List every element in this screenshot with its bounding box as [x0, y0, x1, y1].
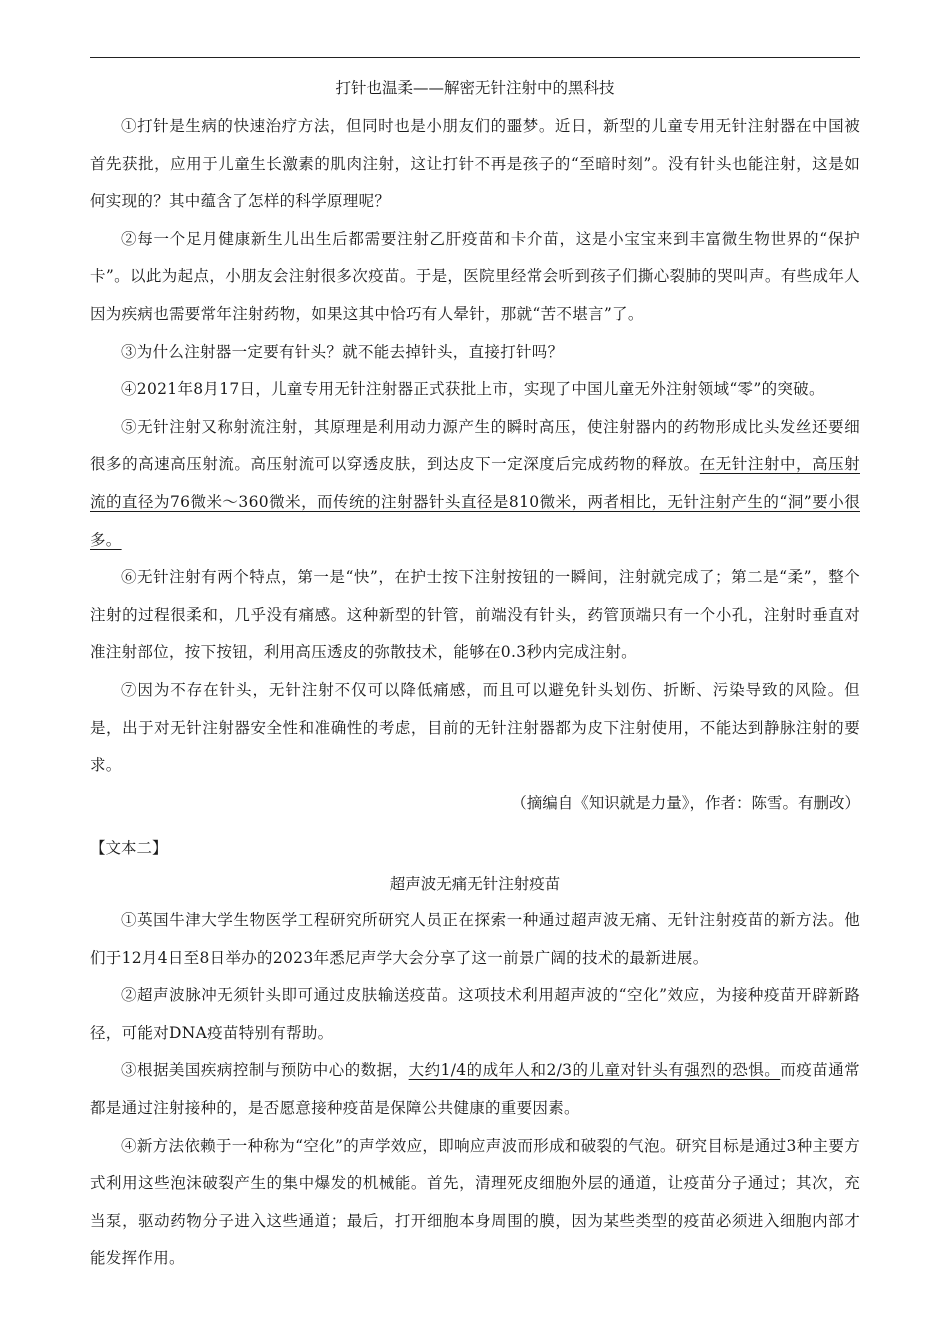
text2-paragraph-3-plain-b: 而疫苗通常都是通过注射接种的，是否愿意接种疫苗是保障公共健康的重要因素。 — [90, 1061, 860, 1117]
text2-section — [90, 836, 860, 1278]
text1-paragraph-3: ③为什么注射器一定要有针头？就不能去掉针头，直接打针吗？ — [121, 342, 564, 361]
text2-title: 超声波无痛无针注射疫苗 — [389, 875, 561, 893]
text1-paragraph-1: ①打针是生病的快速治疗方法，但同时也是小朋友们的噩梦。近日，新型的儿童专用无针注射器在中国被首先获批，应用于儿童生长激素的肌肉注射，这让打针不再是孩子的“至暗时刻”。没有针头也能注射，这是如何实现的？其中蕴含了怎样的科学原理呢？ — [90, 117, 860, 211]
text2-paragraph-3-underlined: 大约1/4的成年人和2/3的儿童对针头有强烈的恐惧。 — [408, 1061, 781, 1080]
text2-paragraph-1: ①英国牛津大学生物医学工程研究所研究人员正在探索一种通过超声波无痛、无针注射疫苗的新方法。他们于12月4日至8日举办的2023年悉尼声学大会分享了这一前景广阔的技术的最新进展。 — [90, 911, 860, 967]
text2-paragraph-3-plain-a: ③根据美国疾病控制与预防中心的数据， — [121, 1061, 409, 1080]
text2-label: 【文本二】 — [90, 839, 168, 857]
text1-paragraph-5-underlined: 在无针注射中，高压射流的直径为76微米～360微米，而传统的注射器针头直径是810微米，两者相比，无针注射产生的“洞”要小很多。 — [90, 455, 860, 549]
text1-paragraph-5-plain: ⑤无针注射又称射流注射，其原理是利用动力源产生的瞬时高压，使注射器内的药物形成比头发丝还要细很多的高速高压射流。高压射流可以穿透皮肤，到达皮下一定深度后完成药物的释放。 — [90, 417, 860, 474]
text2-paragraph-4: ④新方法依赖于一种称为“空化”的声学效应，即响应声波而形成和破裂的气泡。研究目标是通过3种主要方式利用这些泡沫破裂产生的集中爆发的机械能。首先，清理死皮细胞外层的通道，让疫苗分子通过；其次，充当泵，驱动药物分子进入这些通道；最后，打开细胞本身周围的膜，因为某些类型的疫苗必须进入细胞内部才能发挥作用。 — [90, 1136, 860, 1268]
text1-source-citation: （摘编自《知识就是力量》，作者：陈雪。有删改） — [511, 793, 860, 812]
text1-body — [90, 108, 860, 822]
text1-paragraph-4: ④2021年8月17日，儿童专用无针注射器正式获批上市，实现了中国儿童无外注射领域“零”的突破。 — [121, 380, 825, 399]
text1-paragraph-7: ⑦因为不存在针头，无针注射不仅可以降低痛感，而且可以避免针头划伤、折断、污染导致的风险。但是，出于对无针注射器安全性和准确性的考虑，目前的无针注射器都为皮下注射使用，不能达到静脉注射的要求。 — [90, 680, 860, 775]
header-rule — [90, 57, 860, 58]
text1-title: 打针也温柔——解密无针注射中的黑科技 — [335, 79, 615, 97]
text1-paragraph-6: ⑥无针注射有两个特点，第一是“快”，在护士按下注射按钮的一瞬间，注射就完成了；第二是“柔”，整个注射的过程很柔和，几乎没有痛感。这种新型的针管，前端没有针头，药管顶端只有一个小孔，注射时垂直对准注射部位，按下按钮，利用高压透皮的弥散技术，能够在0.3秒内完成注射。 — [90, 568, 860, 662]
text1-paragraph-5 — [90, 409, 860, 559]
text2-paragraph-2: ②超声波脉冲无须针头即可通过皮肤输送疫苗。这项技术利用超声波的“空化”效应，为接种疫苗开辟新路径，可能对DNA疫苗特别有帮助。 — [90, 986, 860, 1042]
text1-paragraph-2: ②每一个足月健康新生儿出生后都需要注射乙肝疫苗和卡介苗，这是小宝宝来到丰富微生物世界的“保护卡”。以此为起点，小朋友会注射很多次疫苗。于是，医院里经常会听到孩子们撕心裂肺的哭叫声。有些成年人因为疾病也需要常年注射药物，如果这其中恰巧有人晕针，那就“苦不堪言”了。 — [90, 229, 860, 323]
text2-paragraph-3 — [90, 1052, 860, 1127]
